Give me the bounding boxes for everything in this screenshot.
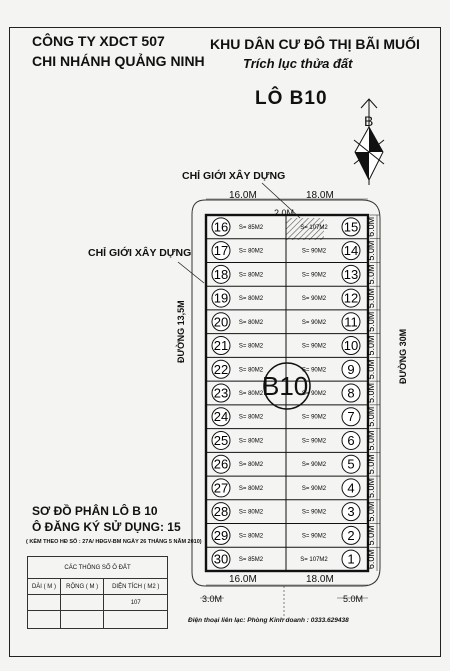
row-dimension: 5.0M xyxy=(366,501,376,522)
plot-number: 20 xyxy=(213,314,229,330)
plot-number: 16 xyxy=(213,219,229,235)
spec-header-area: DIỆN TÍCH ( M2 ) xyxy=(104,579,168,595)
contract-reference: ( KÈM THEO HĐ SỐ : 27A/ HĐGV-BM NGÀY 26 THÁNG 5 NĂM 2010) xyxy=(26,539,202,545)
plot-number: 13 xyxy=(343,266,359,282)
plot-area: S= 90M2 xyxy=(301,485,327,492)
dim-setback: 2.0M xyxy=(274,208,295,218)
plot-number: 26 xyxy=(213,456,229,472)
plot-number: 3 xyxy=(347,504,355,520)
plot-number: 5 xyxy=(347,456,355,472)
plot-number: 2 xyxy=(347,527,355,543)
dim-5m: 5.0M xyxy=(343,594,364,604)
plot-area: S= 90M2 xyxy=(301,319,327,326)
plot-area: S= 90M2 xyxy=(301,248,327,255)
company-name: CÔNG TY XDCT 507 xyxy=(32,33,165,49)
row-dimension: 5.0M xyxy=(366,359,376,380)
plot-number: 25 xyxy=(213,432,229,448)
plot-number: 28 xyxy=(213,504,229,520)
plot-number: 21 xyxy=(213,338,229,354)
plot-number: 17 xyxy=(213,243,229,259)
north-label: B xyxy=(364,113,374,129)
plot-number: 24 xyxy=(213,409,229,425)
plot-number: 1 xyxy=(347,551,355,567)
plot-area: S= 80M2 xyxy=(238,533,264,540)
plot-area: S= 90M2 xyxy=(301,533,327,540)
plot-area: S= 80M2 xyxy=(238,438,264,445)
plot-area: S= 90M2 xyxy=(301,509,327,516)
plot-number: 9 xyxy=(347,361,355,377)
plot-number: 19 xyxy=(213,290,229,306)
boundary-label-top: CHỈ GIỚI XÂY DỰNG xyxy=(182,170,286,182)
lot-title: LÔ B10 xyxy=(255,88,328,109)
plot-area: S= 90M2 xyxy=(301,272,327,279)
contact-info: Điện thoại liên lạc: Phòng Kinh doanh : 0333.629438 xyxy=(188,617,349,624)
dim-left-top: 16.0M xyxy=(229,190,257,201)
plot-area: S= 80M2 xyxy=(238,343,264,350)
project-name: KHU DÂN CƯ ĐÔ THỊ BÃI MUỐI xyxy=(210,36,420,52)
registered-plot: Ô ĐĂNG KÝ SỬ DỤNG: 15 xyxy=(32,520,181,534)
plot-spec-table xyxy=(27,556,168,629)
plot-area: S= 80M2 xyxy=(238,391,264,397)
plot-area: S= 85M2 xyxy=(238,224,264,231)
spec-value-length xyxy=(28,595,61,611)
block-label: B10 xyxy=(262,371,309,401)
row-dimension: 5.0M xyxy=(366,264,376,285)
row-dimension: 5.0M xyxy=(366,335,376,356)
road-left-label: ĐƯỜNG 13,5M xyxy=(176,300,186,363)
dim-left-bottom: 16.0M xyxy=(229,574,257,585)
north-arrow-icon xyxy=(354,99,384,185)
spec-value-width xyxy=(60,595,103,611)
row-dimension: 5.0M xyxy=(366,382,376,404)
plot-area: S= 80M2 xyxy=(238,248,264,255)
row-dimension: 5.0M xyxy=(366,454,376,475)
spec-header-width: RỘNG ( M ) xyxy=(60,579,103,595)
plot-area: S= 80M2 xyxy=(238,485,264,492)
row-dimension: 5.0M xyxy=(366,477,376,498)
plot-number: 18 xyxy=(213,266,229,282)
plot-area: S= 90M2 xyxy=(301,296,327,303)
dim-right-top: 18.0M xyxy=(306,190,334,201)
plot-number: 23 xyxy=(213,385,229,401)
plot-area: S= 107M2 xyxy=(300,557,328,564)
road-right-label: ĐƯỜNG 30M xyxy=(398,328,408,384)
plot-number: 15 xyxy=(343,219,359,235)
plot-area: S= 85M2 xyxy=(238,557,264,564)
plot-area: S= 80M2 xyxy=(238,272,264,279)
plot-number: 11 xyxy=(344,314,358,330)
row-dimension: 5.0M xyxy=(366,240,376,261)
boundary-leader-left xyxy=(178,262,204,283)
row-dimension: 6.0M xyxy=(366,216,376,237)
plot-number: 8 xyxy=(347,385,355,401)
spec-header-length: DÀI ( M ) xyxy=(28,579,61,595)
plot-area: S= 80M2 xyxy=(238,509,264,516)
plot-area: S= 90M2 xyxy=(301,414,327,421)
plot-area: S= 80M2 xyxy=(238,319,264,326)
plot-number: 22 xyxy=(213,361,229,377)
plot-area: S= 90M2 xyxy=(301,343,327,350)
plot-area: S= 80M2 xyxy=(238,296,264,303)
plot-area: S= 80M2 xyxy=(238,462,264,469)
plot-area: S= 90M2 xyxy=(301,438,327,445)
spec-table-title: CÁC THÔNG SỐ Ô ĐẤT xyxy=(28,557,168,579)
row-dimension: 5.0M xyxy=(366,311,376,332)
plot-area: S= 80M2 xyxy=(238,367,264,374)
plot-area: S= 80M2 xyxy=(238,414,264,421)
plot-area: S= 107M2 xyxy=(300,224,328,231)
row-dimension: 5.0M xyxy=(366,525,376,546)
row-dimension: 5.0M xyxy=(366,406,376,427)
document-subtitle: Trích lục thửa đất xyxy=(243,56,353,71)
plot-number: 7 xyxy=(347,409,355,425)
plot-number: 29 xyxy=(213,527,229,543)
plan-title: SƠ ĐỒ PHÂN LÔ B 10 xyxy=(32,504,158,518)
plot-area: S= 90M2 xyxy=(301,391,327,397)
plot-number: 14 xyxy=(343,243,359,259)
boundary-label-left: CHỈ GIỚI XÂY DỰNG xyxy=(88,247,192,259)
plot-number: 12 xyxy=(343,290,359,306)
plot-area: S= 90M2 xyxy=(301,367,327,374)
branch-name: CHI NHÁNH QUẢNG NINH xyxy=(32,53,205,69)
plot-number: 4 xyxy=(347,480,355,496)
row-dimension: 6.0M xyxy=(366,549,376,570)
dim-3m: 3.0M xyxy=(202,594,223,604)
spec-value-area: 107 xyxy=(104,595,168,611)
plot-number: 27 xyxy=(213,480,229,496)
plot-number: 6 xyxy=(347,432,355,448)
dim-right-bottom: 18.0M xyxy=(306,574,334,585)
plot-area: S= 90M2 xyxy=(301,462,327,469)
plot-number: 10 xyxy=(343,338,359,354)
row-dimension: 5.0M xyxy=(366,430,376,451)
plot-number: 30 xyxy=(213,551,229,567)
row-dimension: 5.0M xyxy=(366,288,376,309)
